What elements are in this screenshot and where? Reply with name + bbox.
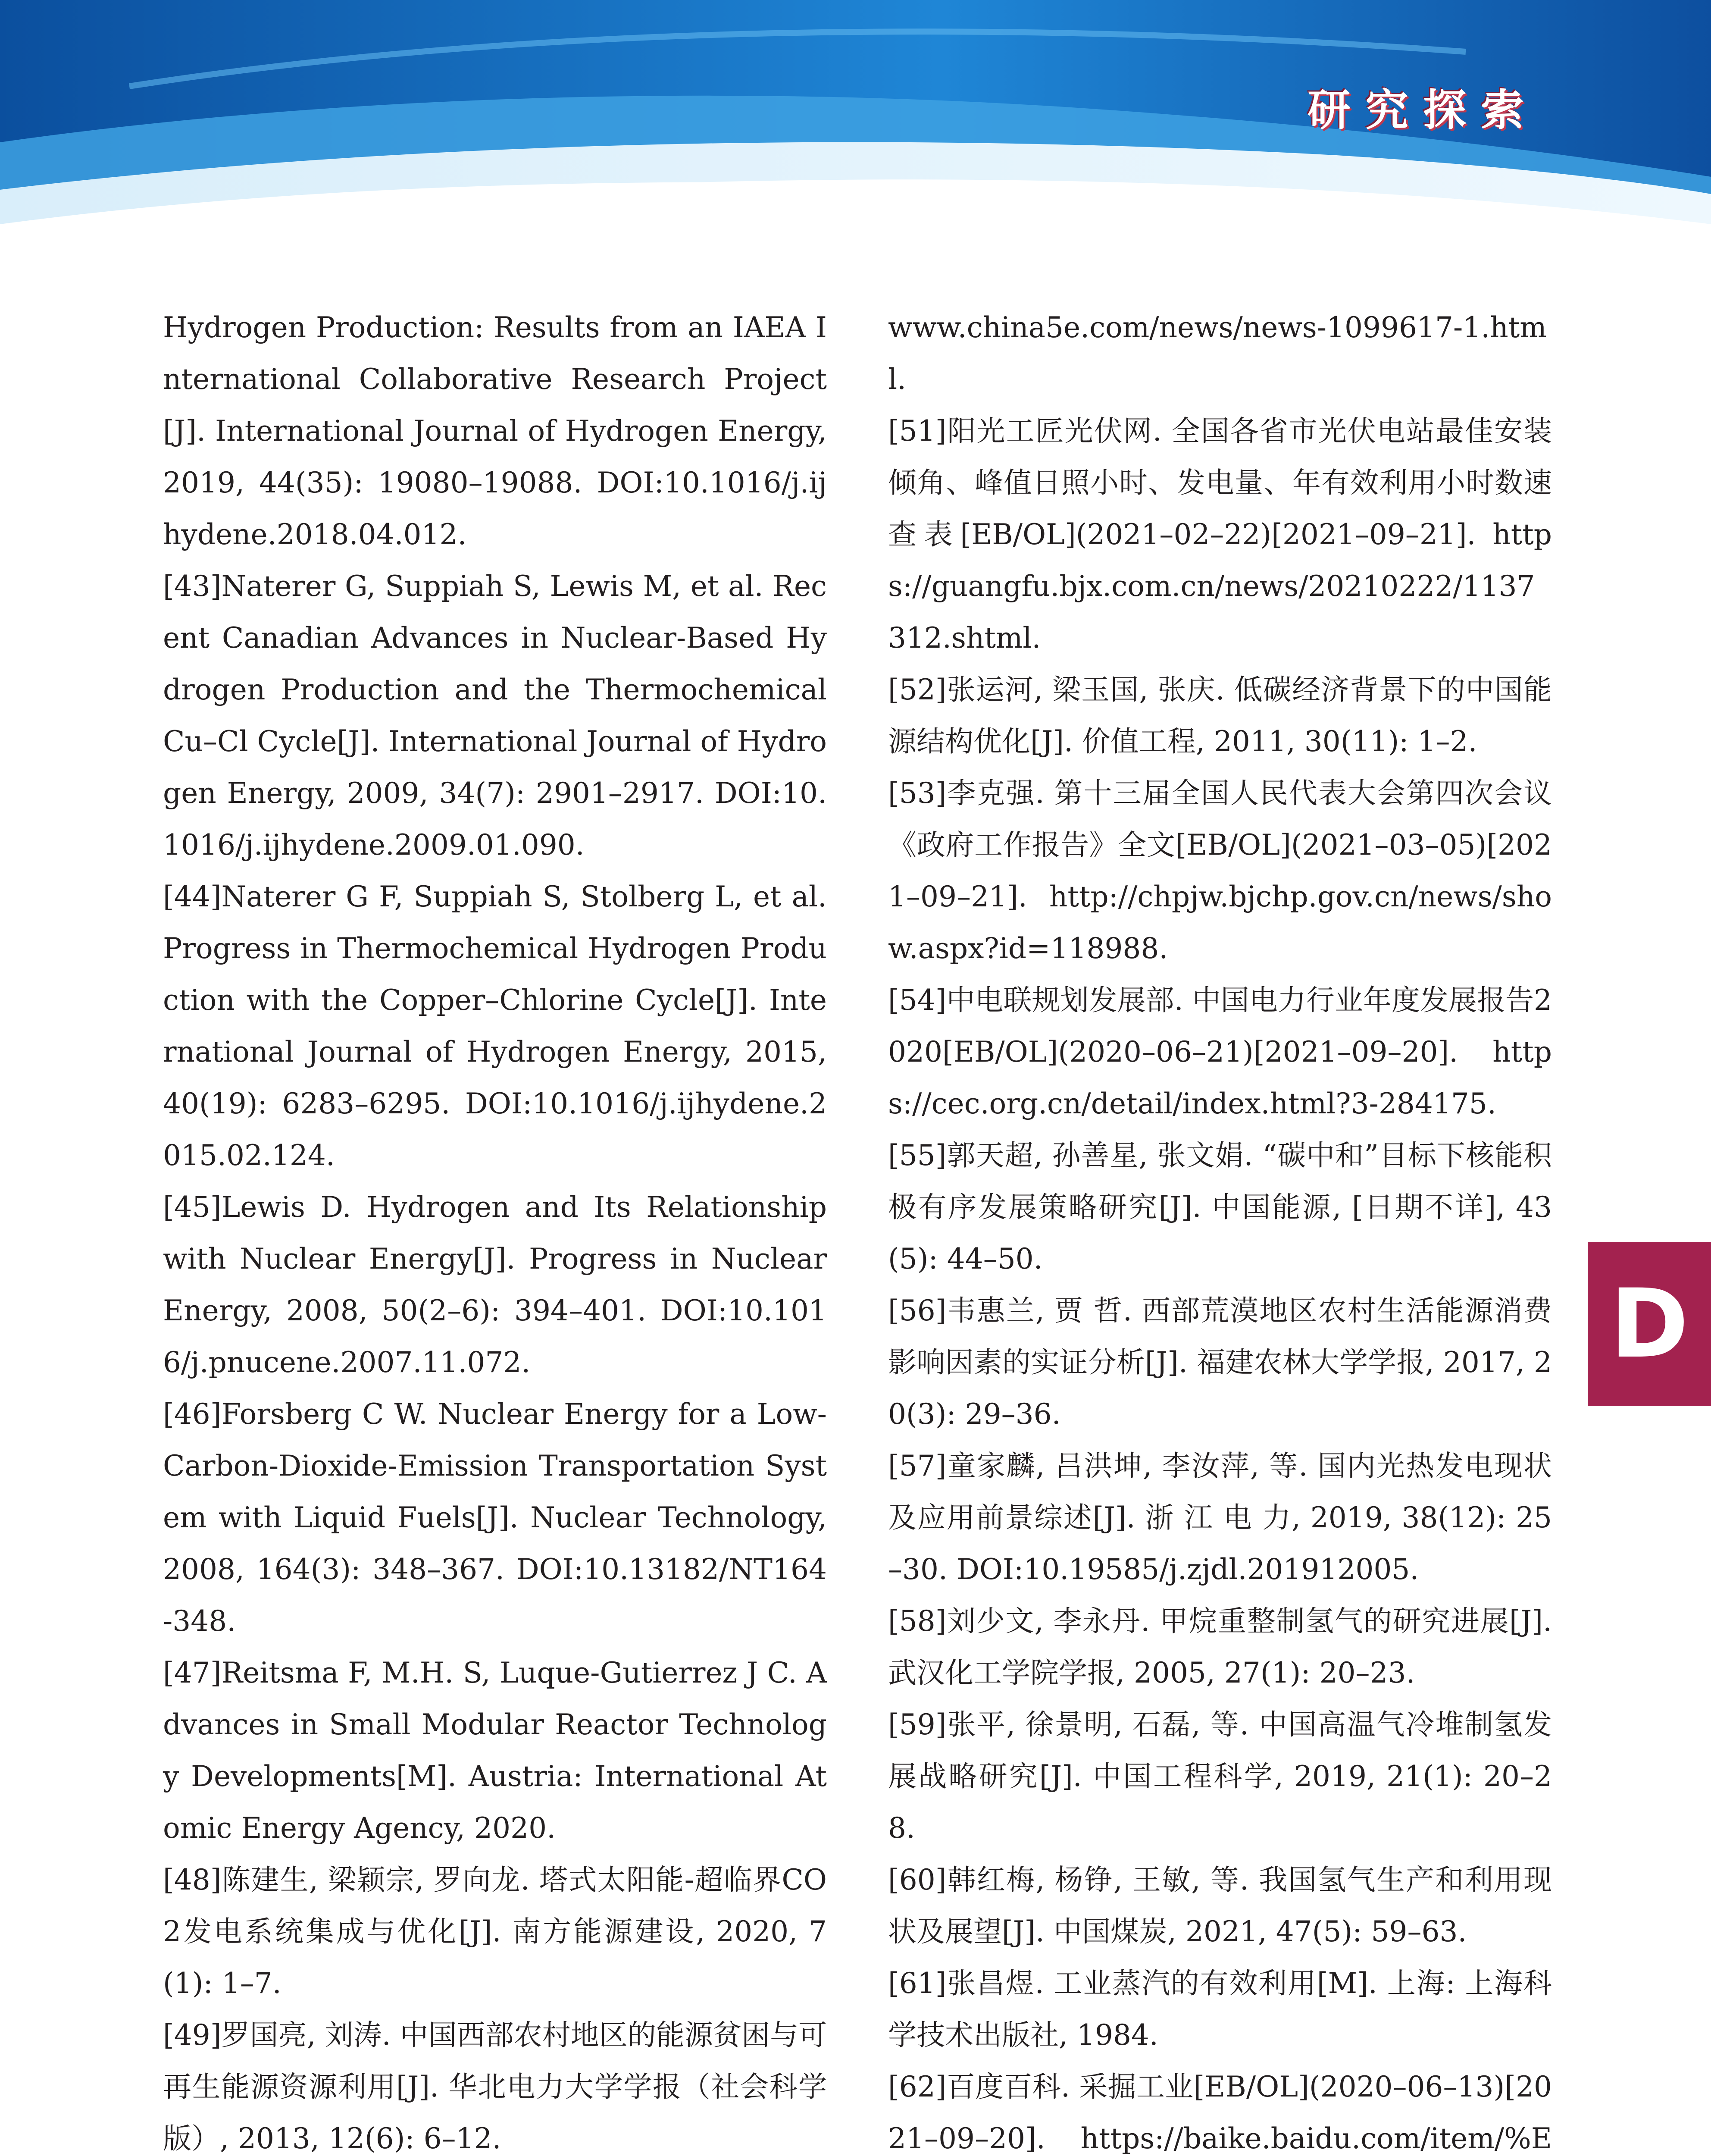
reference-entry: [48]陈建生, 梁颖宗, 罗向龙. 塔式太阳能-超临界CO2发电系统集成与优化[J]. 南方能源建设, 2020, 7(1): 1–7. xyxy=(163,1863,827,2000)
reference-entry: [58]刘少文, 李永丹. 甲烷重整制氢气的研究进展[J]. 武汉化工学院学报, 2005, 27(1): 20–23. xyxy=(888,1604,1552,1689)
reference-entry: [51]阳光工匠光伏网. 全国各省市光伏电站最佳安装倾角、峰值日照小时、发电量、年有效利用小时数速查表[EB/OL](2021–02–22)[2021–09–21]. https://guangfu.bjx.com.cn/news/20210222/1137312.shtml. xyxy=(888,414,1552,655)
reference-entry: [56]韦惠兰, 贾 哲. 西部荒漠地区农村生活能源消费影响因素的实证分析[J]. 福建农林大学学报, 2017, 20(3): 29–36. xyxy=(888,1294,1552,1431)
references-left-column xyxy=(163,302,827,2156)
reference-entry: [61]张昌煜. 工业蒸汽的有效利用[M]. 上海: 上海科学技术出版社, 1984. xyxy=(888,1967,1552,2052)
reference-entry: [52]张运河, 梁玉国, 张庆. 低碳经济背景下的中国能源结构优化[J]. 价值工程, 2011, 30(11): 1–2. xyxy=(888,673,1552,758)
reference-entry: [47]Reitsma F, M.H. S, Luque-Gutierrez J C. Advances in Small Modular Reactor Technology Developments[M]. Austria: International Atomic Energy Agency, 2020. xyxy=(163,1656,827,1845)
reference-entry: [55]郭天超, 孙善星, 张文娟. “碳中和”目标下核能积极有序发展策略研究[J]. 中国能源, [日期不详], 43(5): 44–50. xyxy=(888,1139,1552,1275)
reference-entry: [57]童家麟, 吕洪坤, 李汝萍, 等. 国内光热发电现状及应用前景综述[J]. 浙 江 电 力, 2019, 38(12): 25–30. DOI:10.19585/j.zjdl.201912005. xyxy=(888,1449,1552,1586)
reference-entry: [59]张平, 徐景明, 石磊, 等. 中国高温气冷堆制氢发展战略研究[J]. 中国工程科学, 2019, 21(1): 20–28. xyxy=(888,1708,1552,1845)
section-side-tab: D xyxy=(1588,1242,1711,1406)
section-label: 研究探索 xyxy=(1307,85,1539,135)
references-right-column xyxy=(888,302,1552,2156)
reference-entry: www.china5e.com/news/news-1099617-1.html. xyxy=(888,311,1547,396)
reference-entry: [43]Naterer G, Suppiah S, Lewis M, et al. Recent Canadian Advances in Nuclear-Based Hydrogen Production and the Thermochemical Cu–Cl Cycle[J]. International Journal of Hydrogen Energy, 2009, 34(7): 2901–2917. DOI:10.1016/j.ijhydene.2009.01.090. xyxy=(163,570,827,862)
reference-entry: [45]Lewis D. Hydrogen and Its Relationship with Nuclear Energy[J]. Progress in Nuclear Energy, 2008, 50(2–6): 394–401. DOI:10.1016/j.pnucene.2007.11.072. xyxy=(163,1191,827,1379)
reference-entry: [60]韩红梅, 杨铮, 王敏, 等. 我国氢气生产和利用现状及展望[J]. 中国煤炭, 2021, 47(5): 59–63. xyxy=(888,1863,1552,1948)
reference-entry: [44]Naterer G F, Suppiah S, Stolberg L, et al. Progress in Thermochemical Hydrogen Production with the Copper–Chlorine Cycle[J]. International Journal of Hydrogen Energy, 2015, 40(19): 6283–6295. DOI:10.1016/j.ijhydene.2015.02.124. xyxy=(163,880,827,1172)
reference-entry: [49]罗国亮, 刘涛. 中国西部农村地区的能源贫困与可再生能源资源利用[J]. 华北电力大学学报（社会科学版）, 2013, 12(6): 6–12. xyxy=(163,2018,827,2155)
reference-entry: [54]中电联规划发展部. 中国电力行业年度发展报告2020[EB/OL](2020–06–21)[2021–09–20]. https://cec.org.cn/detail/index.html?3-284175. xyxy=(888,984,1552,1120)
reference-entry: [53]李克强. 第十三届全国人民代表大会第四次会议《政府工作报告》全文[EB/OL](2021–03–05)[2021–09–21]. http://chpjw.bjchp.gov.cn/news/show.aspx?id=118988. xyxy=(888,777,1552,965)
reference-entry: Hydrogen Production: Results from an IAEA International Collaborative Research Project[J]. International Journal of Hydrogen Energy, 2019, 44(35): 19080–19088. DOI:10.1016/j.ijhydene.2018.04.012. xyxy=(163,311,827,551)
reference-entry: [46]Forsberg C W. Nuclear Energy for a Low-Carbon-Dioxide-Emission Transportation System with Liquid Fuels[J]. Nuclear Technology, 2008, 164(3): 348–367. DOI:10.13182/NT164-348. xyxy=(163,1398,827,1638)
reference-entry: [62]百度百科. 采掘工业[EB/OL](2020–06–13)[2021–09–20]. https://baike.baidu.com/item/%E xyxy=(888,2070,1552,2155)
